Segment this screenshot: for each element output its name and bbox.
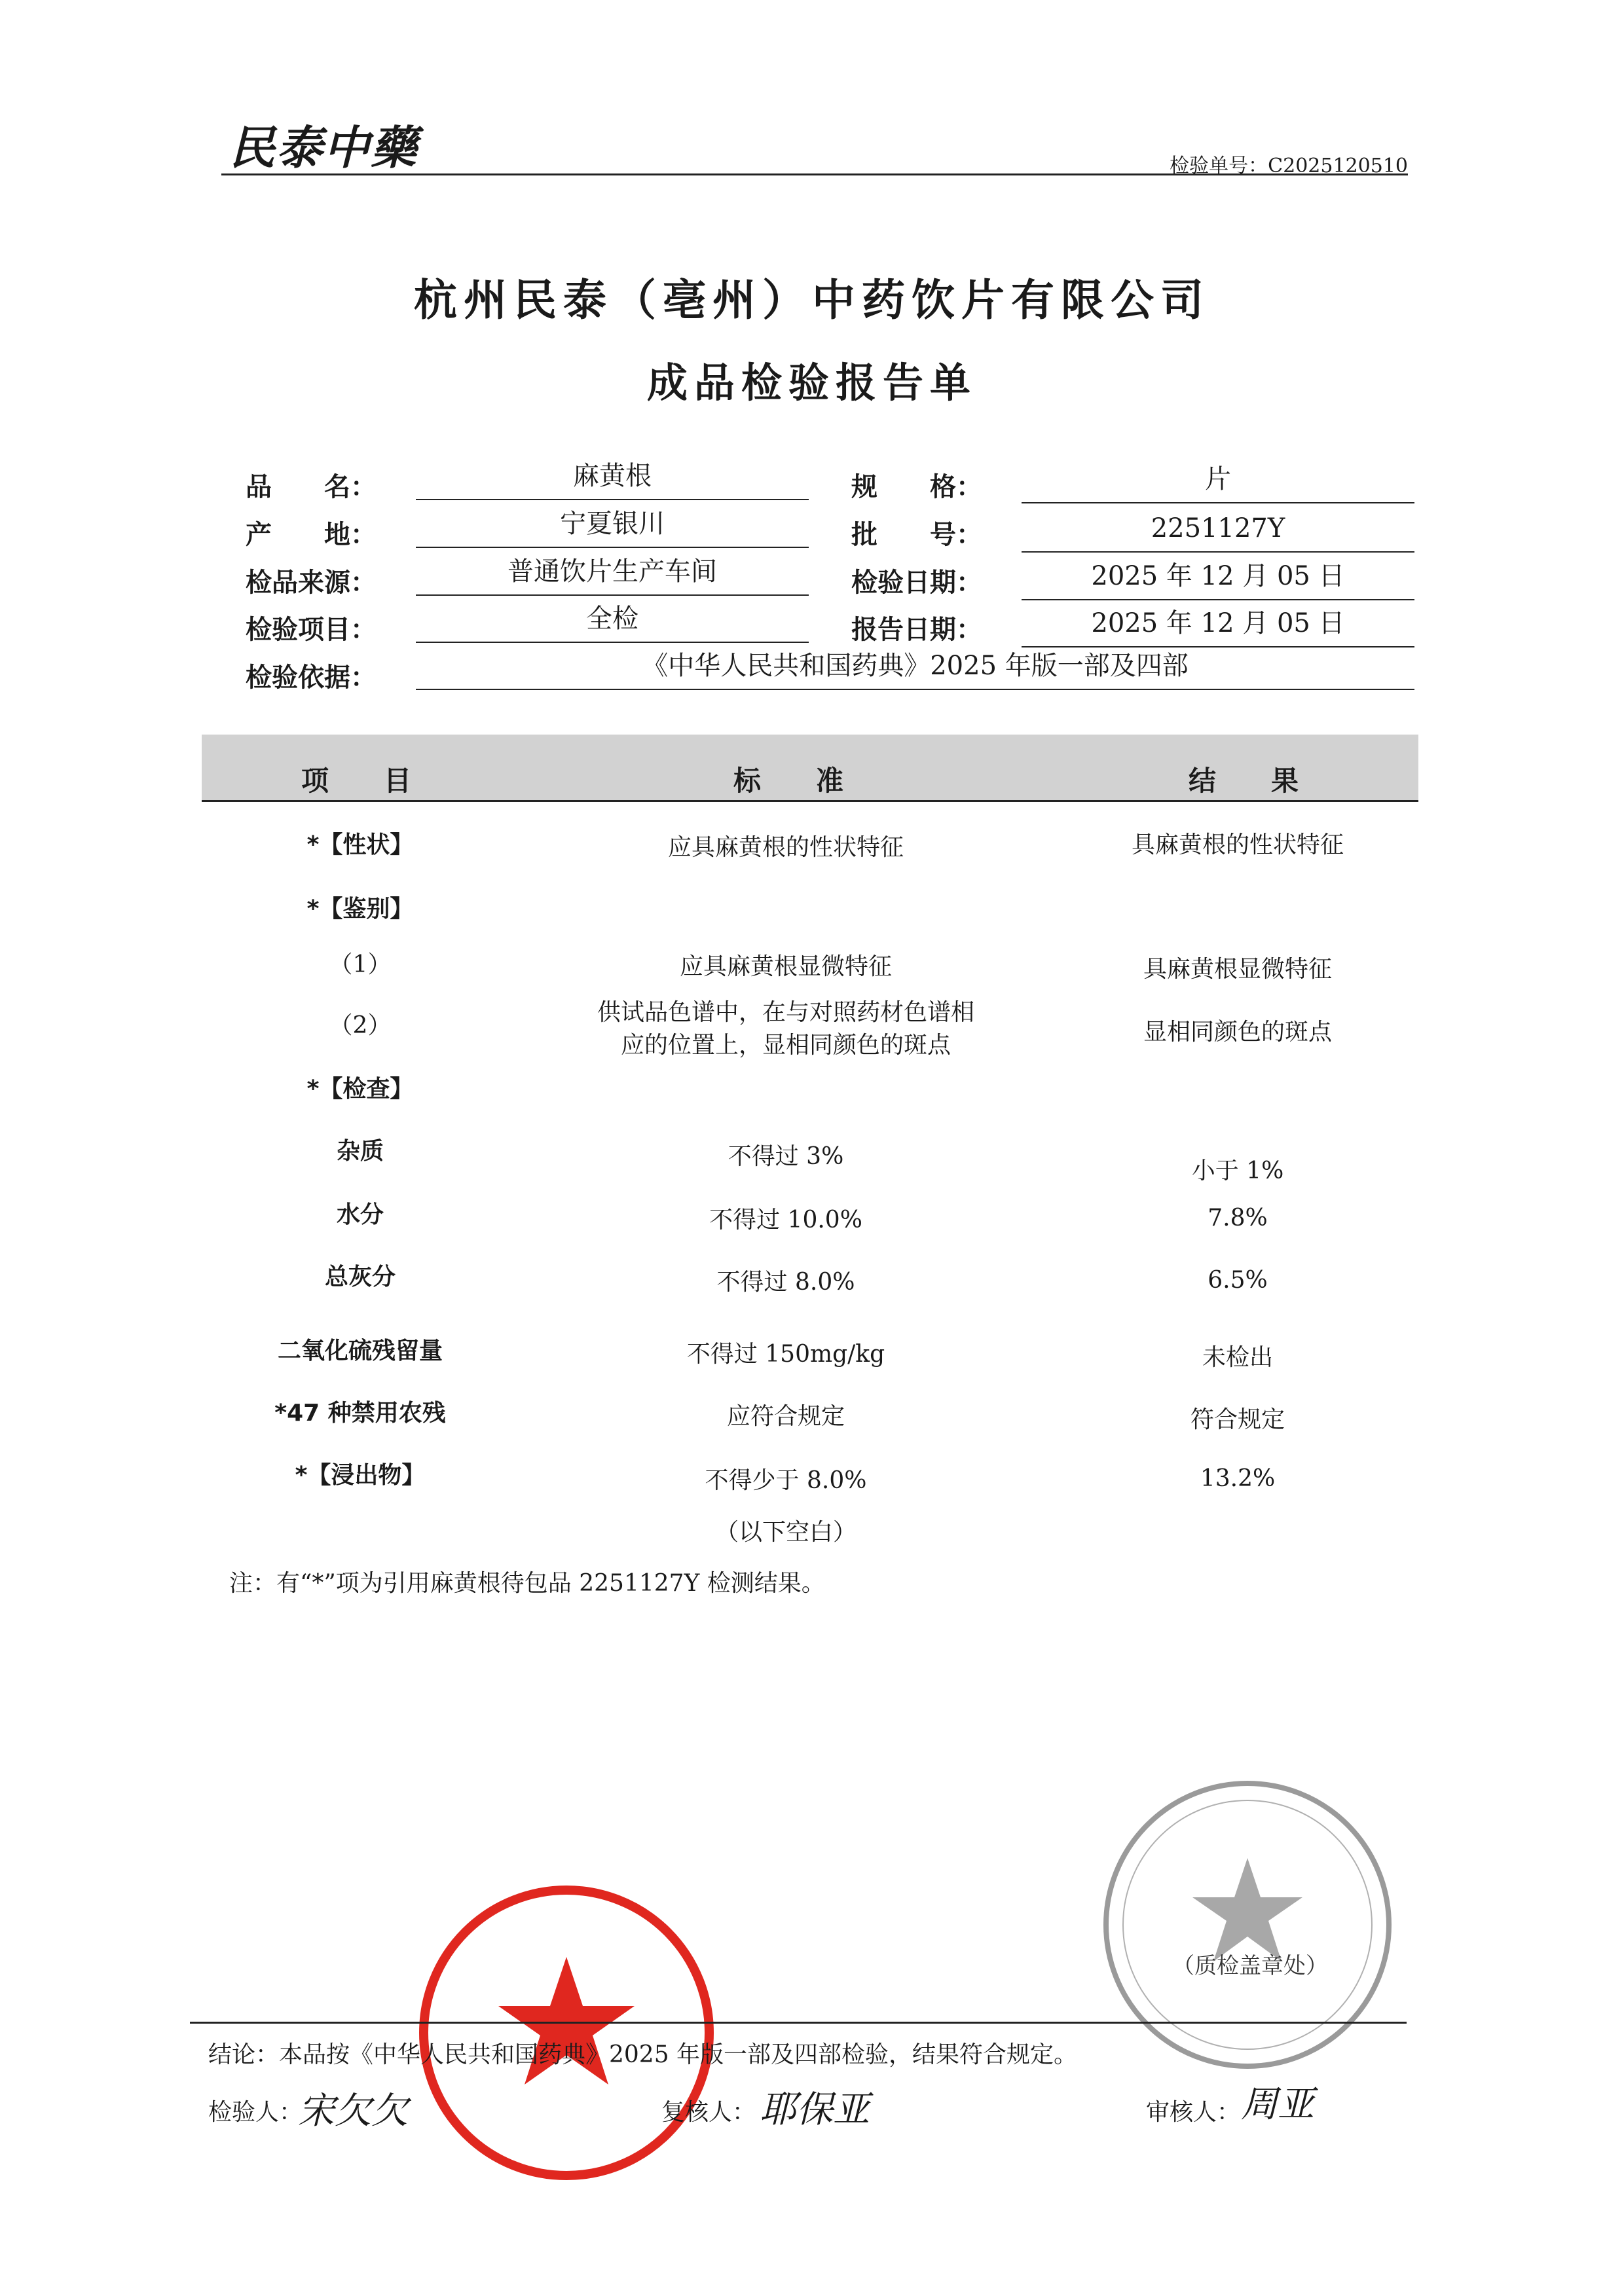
- row-standard: 不得过 8.0%: [716, 1269, 855, 1296]
- product-value: 麻黄根: [416, 458, 809, 500]
- header-standard: 标 准: [733, 765, 844, 797]
- row-result: 具麻黄根显微特征: [1143, 956, 1332, 983]
- row-standard: 应具麻黄根显微特征: [679, 953, 892, 980]
- origin-value: 宁夏银川: [416, 506, 809, 548]
- row-result: 6.5%: [1208, 1267, 1268, 1294]
- header-item: 项 目: [301, 765, 412, 797]
- row-result: 未检出: [1202, 1344, 1273, 1371]
- row-standard-line2: 应的位置上，显相同颜色的斑点: [620, 1032, 951, 1059]
- row-standard: 供试品色谱中，在与对照药材色谱相: [597, 999, 974, 1026]
- row-result: 具麻黄根的性状特征: [1131, 831, 1344, 858]
- report-title: 成品检验报告单: [646, 359, 977, 407]
- approver-signature: 周亚: [1241, 2083, 1314, 2126]
- row-result: 符合规定: [1190, 1406, 1285, 1433]
- row-item: *【检查】: [306, 1076, 414, 1102]
- spec-label: 规 格：: [851, 472, 982, 502]
- origin-label: 产 地：: [246, 520, 377, 550]
- row-item: 二氧化硫残留量: [277, 1338, 443, 1364]
- batch-value: 2251127Y: [1022, 511, 1414, 553]
- row-standard: 不得少于 8.0%: [705, 1467, 867, 1494]
- row-result: 小于 1%: [1191, 1157, 1284, 1184]
- row-result: 显相同颜色的斑点: [1143, 1019, 1332, 1046]
- header-result: 结 果: [1189, 765, 1299, 797]
- inspect-date-label: 检验日期：: [851, 568, 982, 598]
- inspector-signature: 宋欠欠: [298, 2090, 408, 2132]
- batch-label: 批 号：: [851, 520, 982, 550]
- basis-label: 检验依据：: [246, 663, 377, 693]
- source-label: 检品来源：: [246, 568, 377, 598]
- row-item: 杂质: [336, 1138, 384, 1165]
- row-item: *【浸出物】: [295, 1462, 426, 1489]
- report-date-label: 报告日期：: [851, 615, 982, 645]
- report-date-value: 2025 年 12 月 05 日: [1022, 606, 1414, 647]
- reviewer-label: 复核人：: [661, 2099, 756, 2126]
- row-item: （2）: [329, 1012, 392, 1039]
- spec-value: 片: [1022, 462, 1414, 503]
- inspection-seal: [1103, 1781, 1392, 2069]
- row-item: *47 种禁用农残: [274, 1400, 446, 1427]
- conclusion: 结论：本品按《中华人民共和国药典》2025 年版一部及四部检验，结果符合规定。: [208, 2041, 1078, 2068]
- row-item: 水分: [336, 1201, 384, 1228]
- doc-number-label: 检验单号：: [1170, 155, 1268, 177]
- footer-rule: [190, 2022, 1407, 2024]
- blank-note: （以下空白）: [714, 1519, 857, 1546]
- approver-label: 审核人：: [1146, 2099, 1241, 2126]
- row-standard: 应符合规定: [726, 1403, 845, 1430]
- row-result: 7.8%: [1208, 1205, 1268, 1231]
- row-item: 总灰分: [324, 1264, 396, 1290]
- company-title: 杭州民泰（亳州）中药饮片有限公司: [414, 275, 1210, 325]
- row-standard: 不得过 10.0%: [709, 1207, 862, 1233]
- row-standard: 应具麻黄根的性状特征: [667, 834, 904, 861]
- quality-seal: [419, 1886, 714, 2180]
- footnote: 注：有“*”项为引用麻黄根待包品 2251127Y 检测结果。: [229, 1570, 825, 1597]
- product-label: 品 名：: [246, 472, 377, 502]
- source-value: 普通饮片生产车间: [416, 554, 809, 596]
- inspector-label: 检验人：: [208, 2099, 303, 2126]
- row-item: （1）: [329, 951, 392, 978]
- basis-value: 《中华人民共和国药典》2025 年版一部及四部: [416, 648, 1414, 690]
- header-rule: [221, 173, 1408, 175]
- inspect-date-value: 2025 年 12 月 05 日: [1022, 558, 1414, 600]
- row-standard: 不得过 150mg/kg: [686, 1341, 885, 1368]
- row-item: *【性状】: [306, 831, 414, 858]
- reviewer-signature: 耶保亚: [760, 2088, 870, 2131]
- row-result: 13.2%: [1200, 1465, 1276, 1492]
- company-logo: 民泰中藥: [229, 120, 418, 175]
- item-label: 检验项目：: [246, 615, 377, 645]
- row-item: *【鉴别】: [306, 896, 414, 922]
- row-standard: 不得过 3%: [728, 1143, 844, 1170]
- stamp-placement-note: （质检盖章处）: [1172, 1953, 1328, 1979]
- item-value: 全检: [416, 601, 809, 643]
- doc-number-value: C2025120510: [1268, 155, 1408, 177]
